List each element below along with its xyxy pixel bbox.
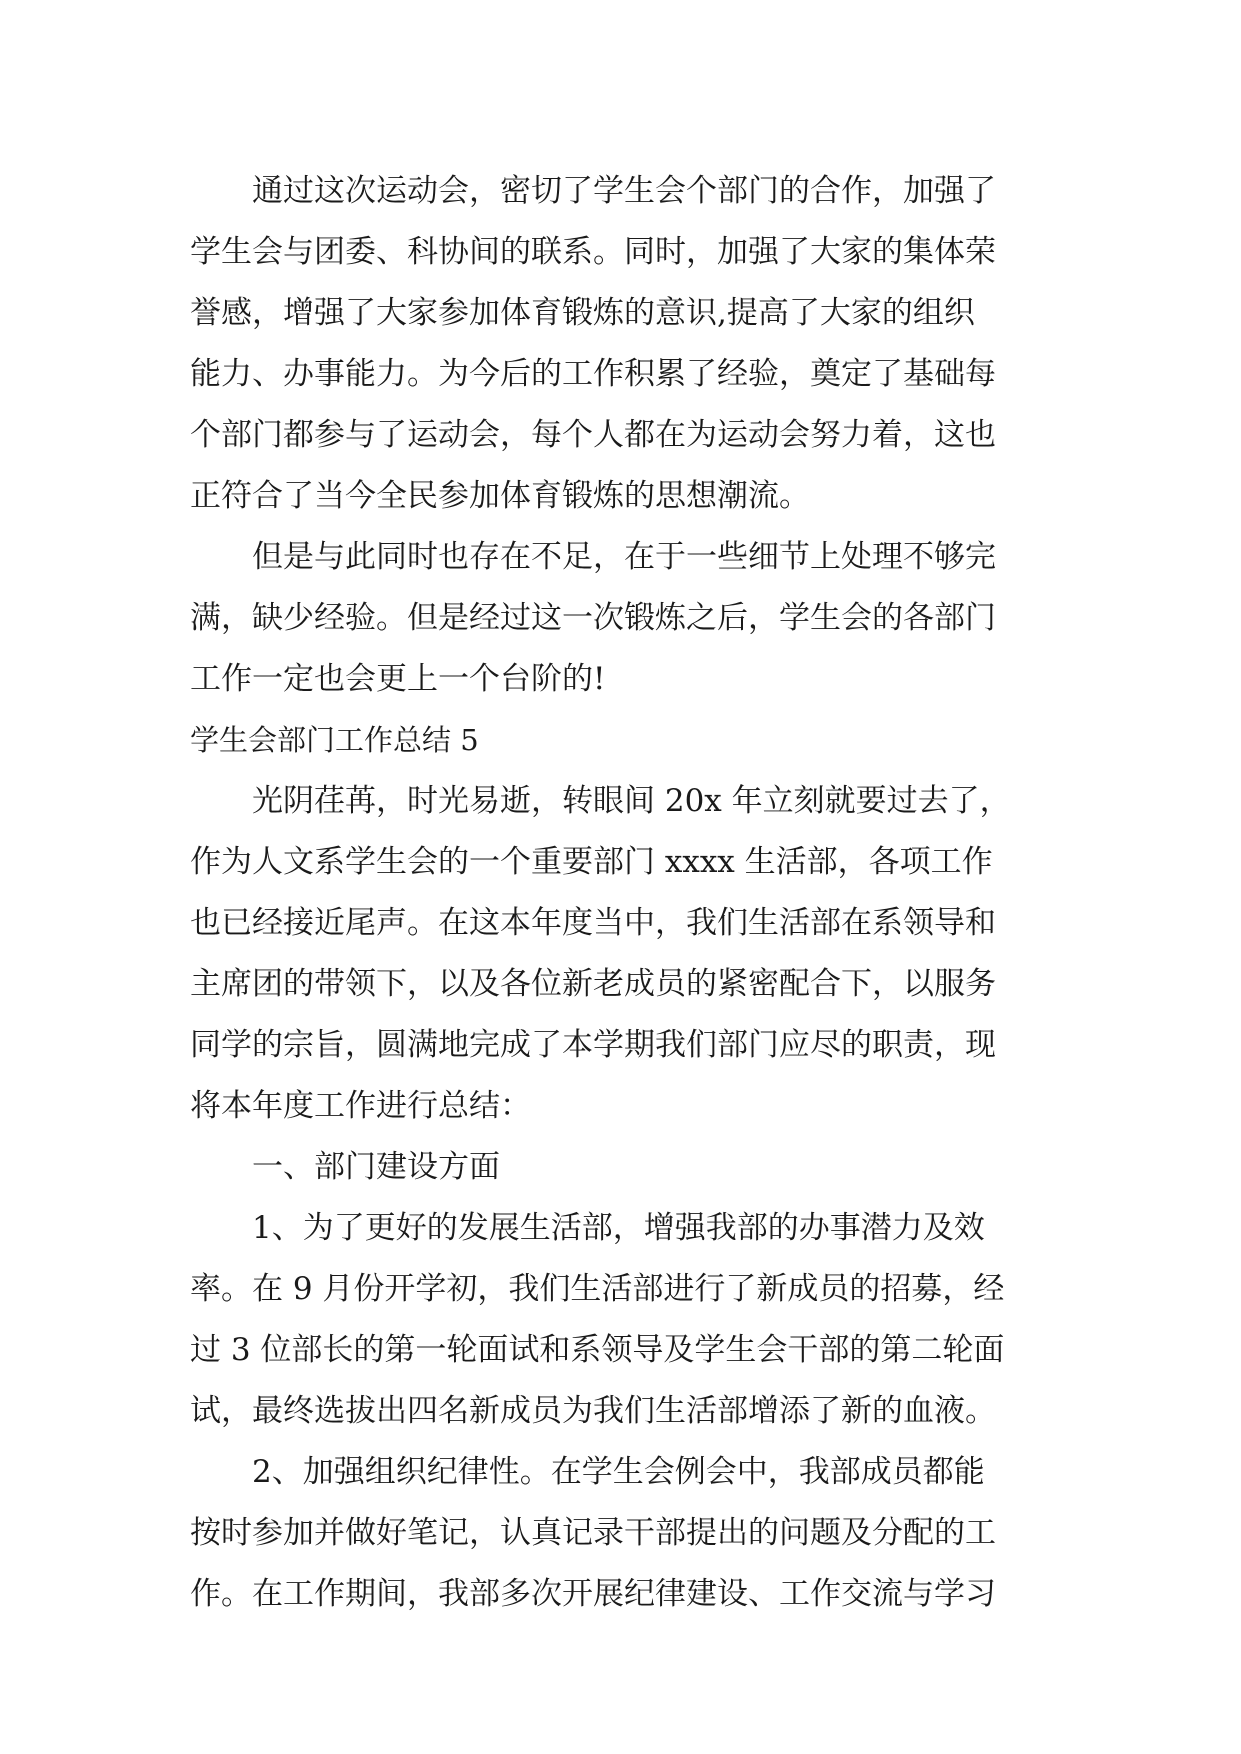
paragraph-line: 率。在 9 月份开学初，我们生活部进行了新成员的招募，经: [190, 1271, 1005, 1307]
paragraph-line: 作为人文系学生会的一个重要部门 xxxx 生活部，各项工作: [190, 844, 993, 880]
subsection-heading: 一、部门建设方面: [252, 1149, 500, 1185]
paragraph-line: 将本年度工作进行总结：: [190, 1088, 531, 1124]
paragraph-line: 主席团的带领下，以及各位新老成员的紧密配合下，以服务: [190, 966, 996, 1002]
paragraph-line: 2、加强组织纪律性。在学生会例会中，我部成员都能: [252, 1454, 985, 1490]
paragraph-line: 同学的宗旨，圆满地完成了本学期我们部门应尽的职责，现: [190, 1027, 996, 1063]
paragraph-line: 满，缺少经验。但是经过这一次锻炼之后，学生会的各部门: [190, 600, 996, 636]
paragraph-line: 能力、办事能力。为今后的工作积累了经验，奠定了基础每: [190, 356, 996, 392]
paragraph-line: 但是与此同时也存在不足，在于一些细节上处理不够完: [252, 539, 996, 575]
paragraph-line: 工作一定也会更上一个台阶的!: [190, 661, 606, 697]
paragraph-line: 个部门都参与了运动会，每个人都在为运动会努力着，这也: [190, 417, 996, 453]
paragraph-line: 试，最终选拔出四名新成员为我们生活部增添了新的血液。: [190, 1393, 996, 1429]
paragraph-line: 按时参加并做好笔记，认真记录干部提出的问题及分配的工: [190, 1515, 996, 1551]
paragraph-line: 过 3 位部长的第一轮面试和系领导及学生会干部的第二轮面: [190, 1332, 1005, 1368]
paragraph-line: 也已经接近尾声。在这本年度当中，我们生活部在系领导和: [190, 905, 996, 941]
paragraph-line: 作。在工作期间，我部多次开展纪律建设、工作交流与学习: [190, 1576, 996, 1612]
paragraph-line: 光阴荏苒，时光易逝，转眼间 20x 年立刻就要过去了，: [252, 783, 1011, 819]
paragraph-line: 学生会与团委、科协间的联系。同时，加强了大家的集体荣: [190, 234, 996, 270]
section-heading: 学生会部门工作总结 5: [190, 723, 479, 757]
paragraph-line: 誉感，增强了大家参加体育锻炼的意识,提高了大家的组织: [190, 295, 975, 331]
paragraph-line: 正符合了当今全民参加体育锻炼的思想潮流。: [190, 478, 810, 514]
paragraph-line: 1、为了更好的发展生活部，增强我部的办事潜力及效: [252, 1210, 985, 1246]
paragraph-line: 通过这次运动会，密切了学生会个部门的合作，加强了: [252, 173, 996, 209]
document-body: [190, 161, 1065, 1625]
